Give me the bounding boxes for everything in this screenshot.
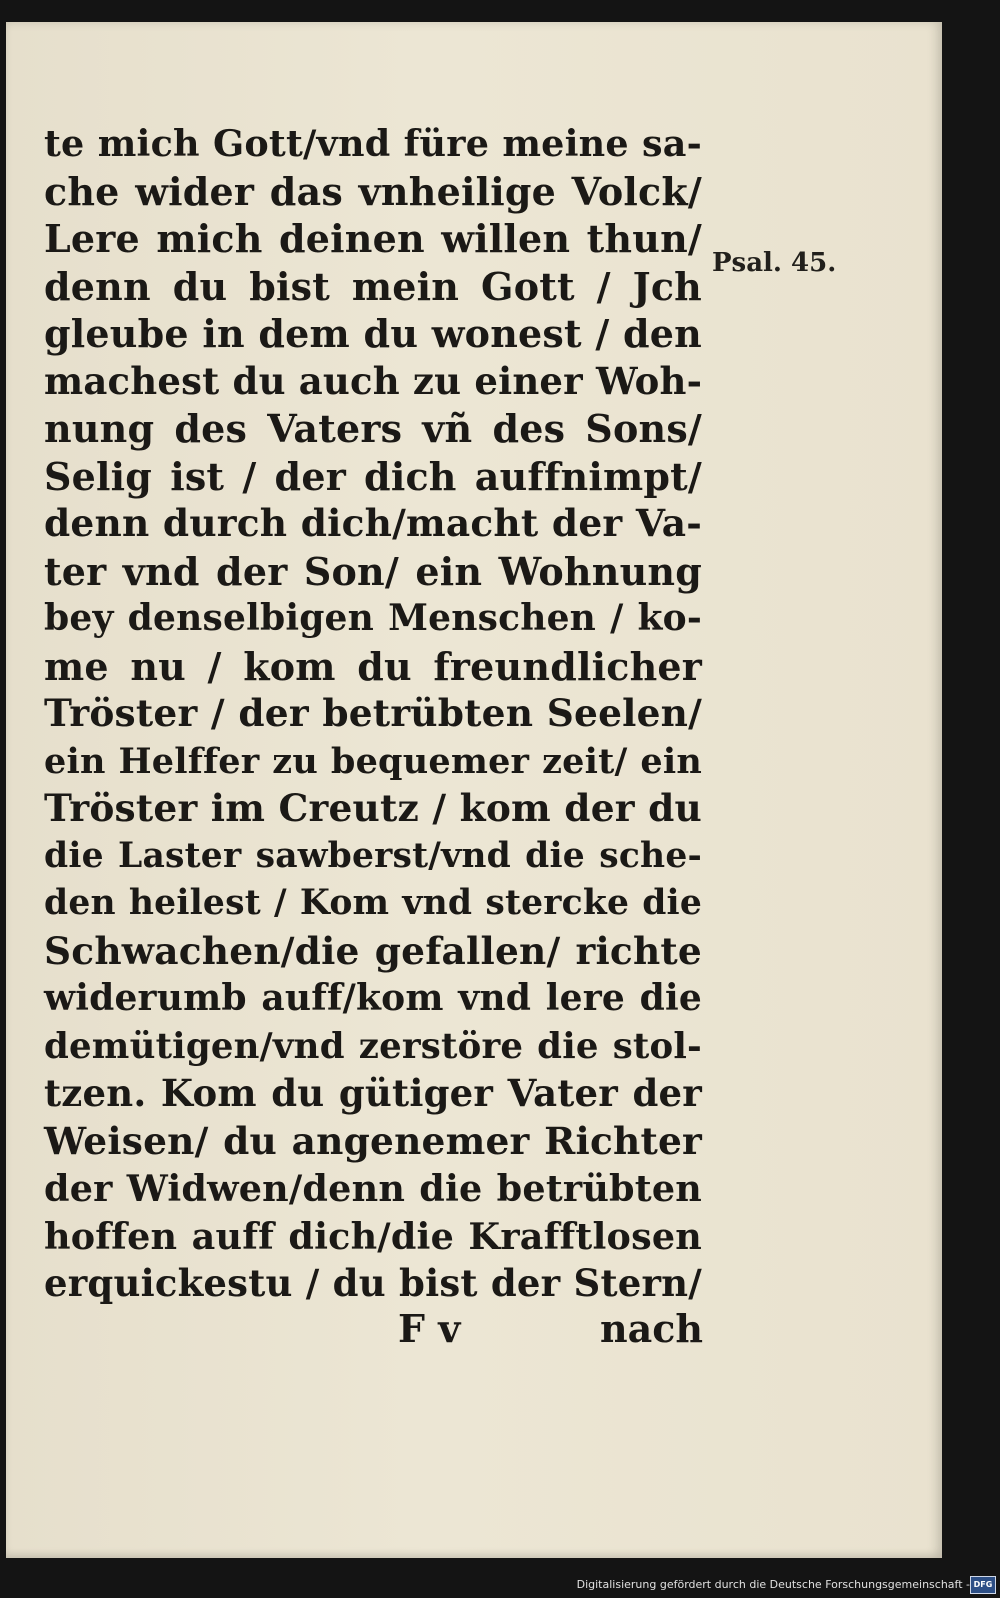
text-line: der Widwen/denn die betrübten [44,1167,702,1210]
text-line: bey denselbigen Menschen / ko- [44,597,702,639]
text-line: erquickestu / du bist der Stern/ [44,1261,702,1305]
text-line: den heilest / Kom vnd stercke die [44,883,702,923]
catchword: nach [600,1306,704,1351]
text-line: Tröster / der betrübten Seelen/ [44,691,702,735]
digitization-credit: Digitalisierung gefördert durch die Deutsche Forschungsgemeinschaft - [576,1578,970,1591]
text-line: demütigen/vnd zerstöre die stol- [44,1025,702,1067]
book-page [6,22,942,1558]
text-line: ter vnd der Son/ ein Wohnung [44,548,702,594]
text-line: te mich Gott/vnd füre meine sa- [44,122,702,165]
margin-note: Psal. 45. [712,248,837,278]
text-line: nung des Vaters vñ des Sons/ [44,406,702,451]
text-line: che wider das vnheilige Volck/ [44,168,702,214]
signature-mark: F v [398,1306,461,1351]
text-line: Lere mich deinen willen thun/ [44,216,702,261]
text-line: Selig ist / der dich auffnimpt/ [44,453,702,499]
text-line: tzen. Kom du gütiger Vater der [44,1071,702,1115]
text-line: gleube in dem du wonest / den [44,311,702,356]
text-line: hoffen auff dich/die Krafftlosen [44,1214,702,1258]
text-line: denn du bist mein Gott / Jch [44,263,702,309]
text-line: Tröster im Creutz / kom der du [44,786,702,830]
text-line: Weisen/ du angenemer Richter [44,1118,702,1163]
text-line: ein Helffer zu bequemer zeit/ ein [44,740,702,782]
text-line: die Laster sawberst/vnd die sche- [44,835,702,876]
text-line: Schwachen/die gefallen/ richte [44,928,702,973]
text-line: me nu / kom du freundlicher [44,643,702,689]
text-line: machest du auch zu einer Woh- [44,358,703,403]
text-line: widerumb auff/kom vnd lere die [44,977,702,1019]
text-line: denn durch dich/macht der Va- [44,501,702,545]
dfg-logo-icon: DFG [970,1576,996,1594]
body-text [44,120,702,1308]
